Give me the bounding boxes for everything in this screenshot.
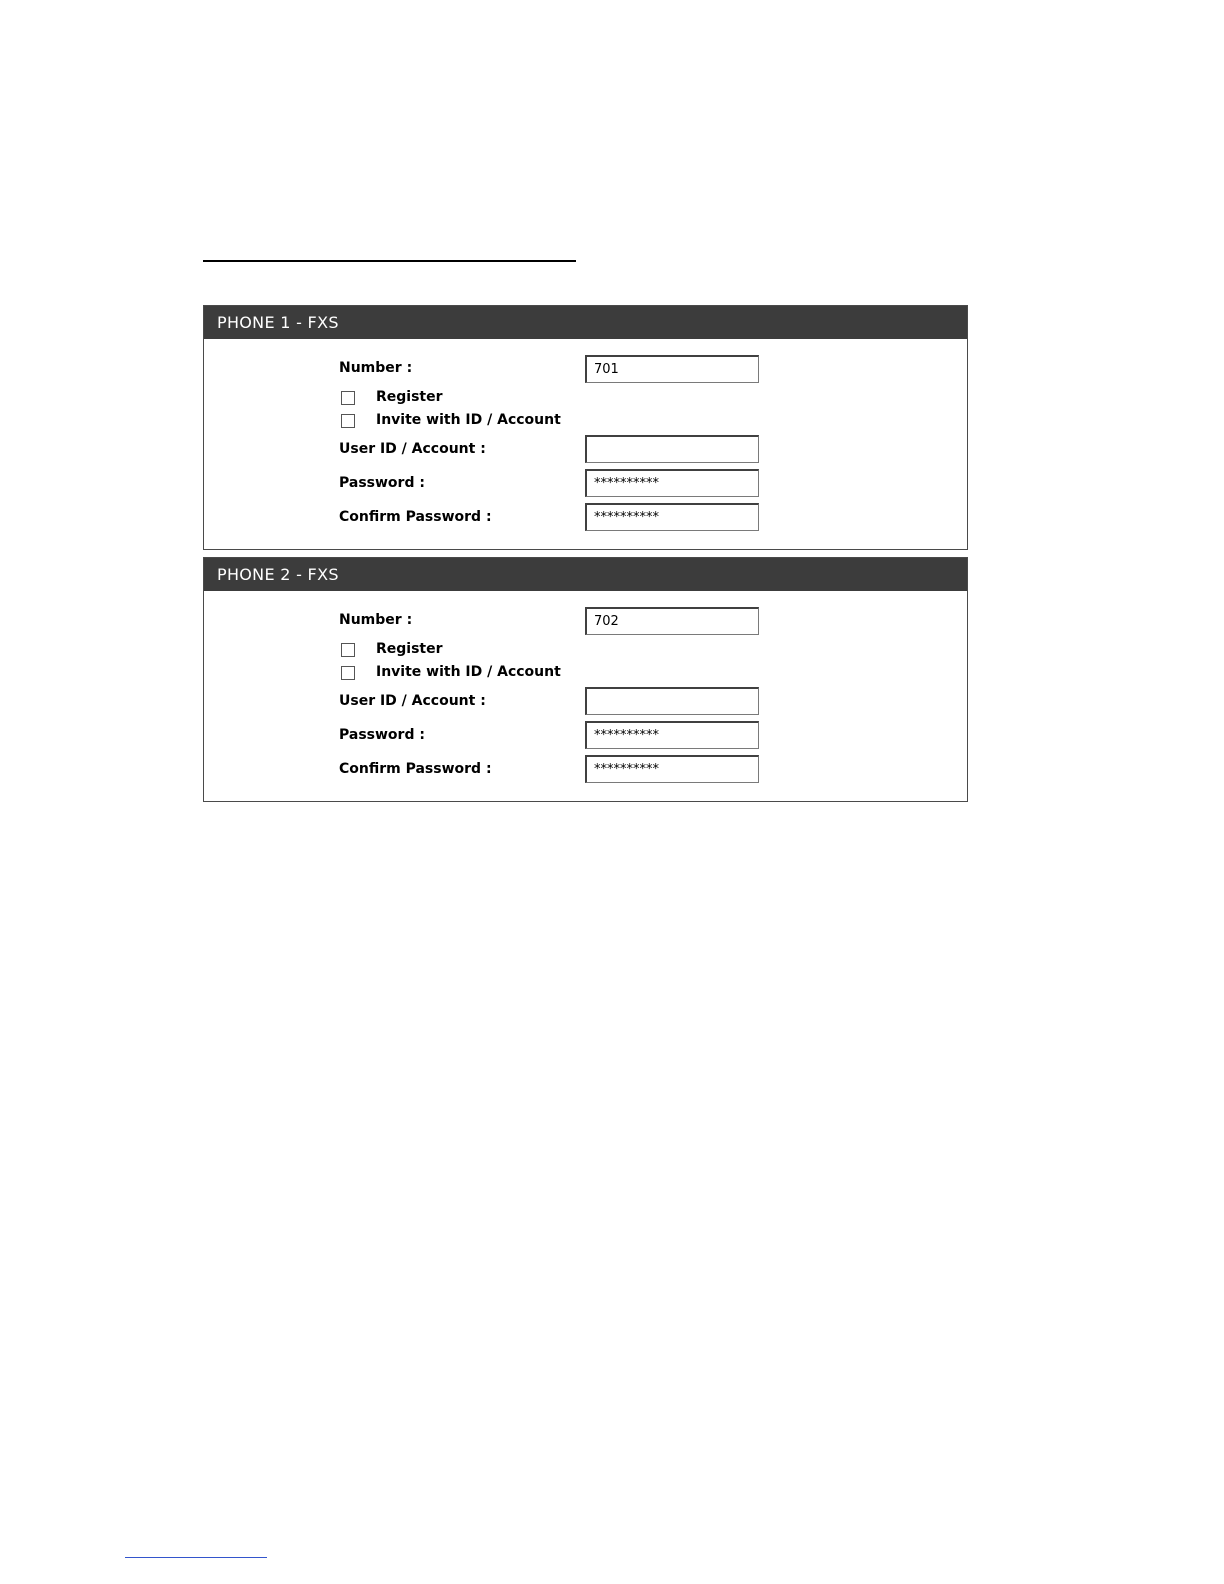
user-id-label: User ID / Account : bbox=[339, 693, 486, 709]
confirm-password-input[interactable] bbox=[585, 503, 759, 531]
register-checkbox[interactable] bbox=[341, 643, 355, 657]
phone-2-panel bbox=[203, 557, 968, 802]
confirm-password-label: Confirm Password : bbox=[339, 761, 492, 777]
user-id-input[interactable] bbox=[585, 687, 759, 715]
user-id-input[interactable] bbox=[585, 435, 759, 463]
password-input[interactable] bbox=[585, 469, 759, 497]
invite-with-id-label: Invite with ID / Account bbox=[376, 664, 561, 680]
number-label: Number : bbox=[339, 612, 413, 628]
confirm-password-label: Confirm Password : bbox=[339, 509, 492, 525]
password-input[interactable] bbox=[585, 721, 759, 749]
number-input[interactable] bbox=[585, 355, 759, 383]
password-label: Password : bbox=[339, 475, 425, 491]
invite-with-id-label: Invite with ID / Account bbox=[376, 412, 561, 428]
user-id-label: User ID / Account : bbox=[339, 441, 486, 457]
invite-with-id-checkbox[interactable] bbox=[341, 666, 355, 680]
phone-1-panel bbox=[203, 305, 968, 550]
phone-2-header: PHONE 2 - FXS bbox=[204, 558, 967, 591]
phone-1-body bbox=[204, 339, 967, 549]
confirm-password-input[interactable] bbox=[585, 755, 759, 783]
register-checkbox[interactable] bbox=[341, 391, 355, 405]
top-divider bbox=[203, 260, 576, 262]
register-label: Register bbox=[376, 389, 443, 405]
number-input[interactable] bbox=[585, 607, 759, 635]
register-label: Register bbox=[376, 641, 443, 657]
password-label: Password : bbox=[339, 727, 425, 743]
number-label: Number : bbox=[339, 360, 413, 376]
phone-2-body bbox=[204, 591, 967, 801]
invite-with-id-checkbox[interactable] bbox=[341, 414, 355, 428]
phone-1-header: PHONE 1 - FXS bbox=[204, 306, 967, 339]
footnote-divider bbox=[125, 1557, 267, 1558]
